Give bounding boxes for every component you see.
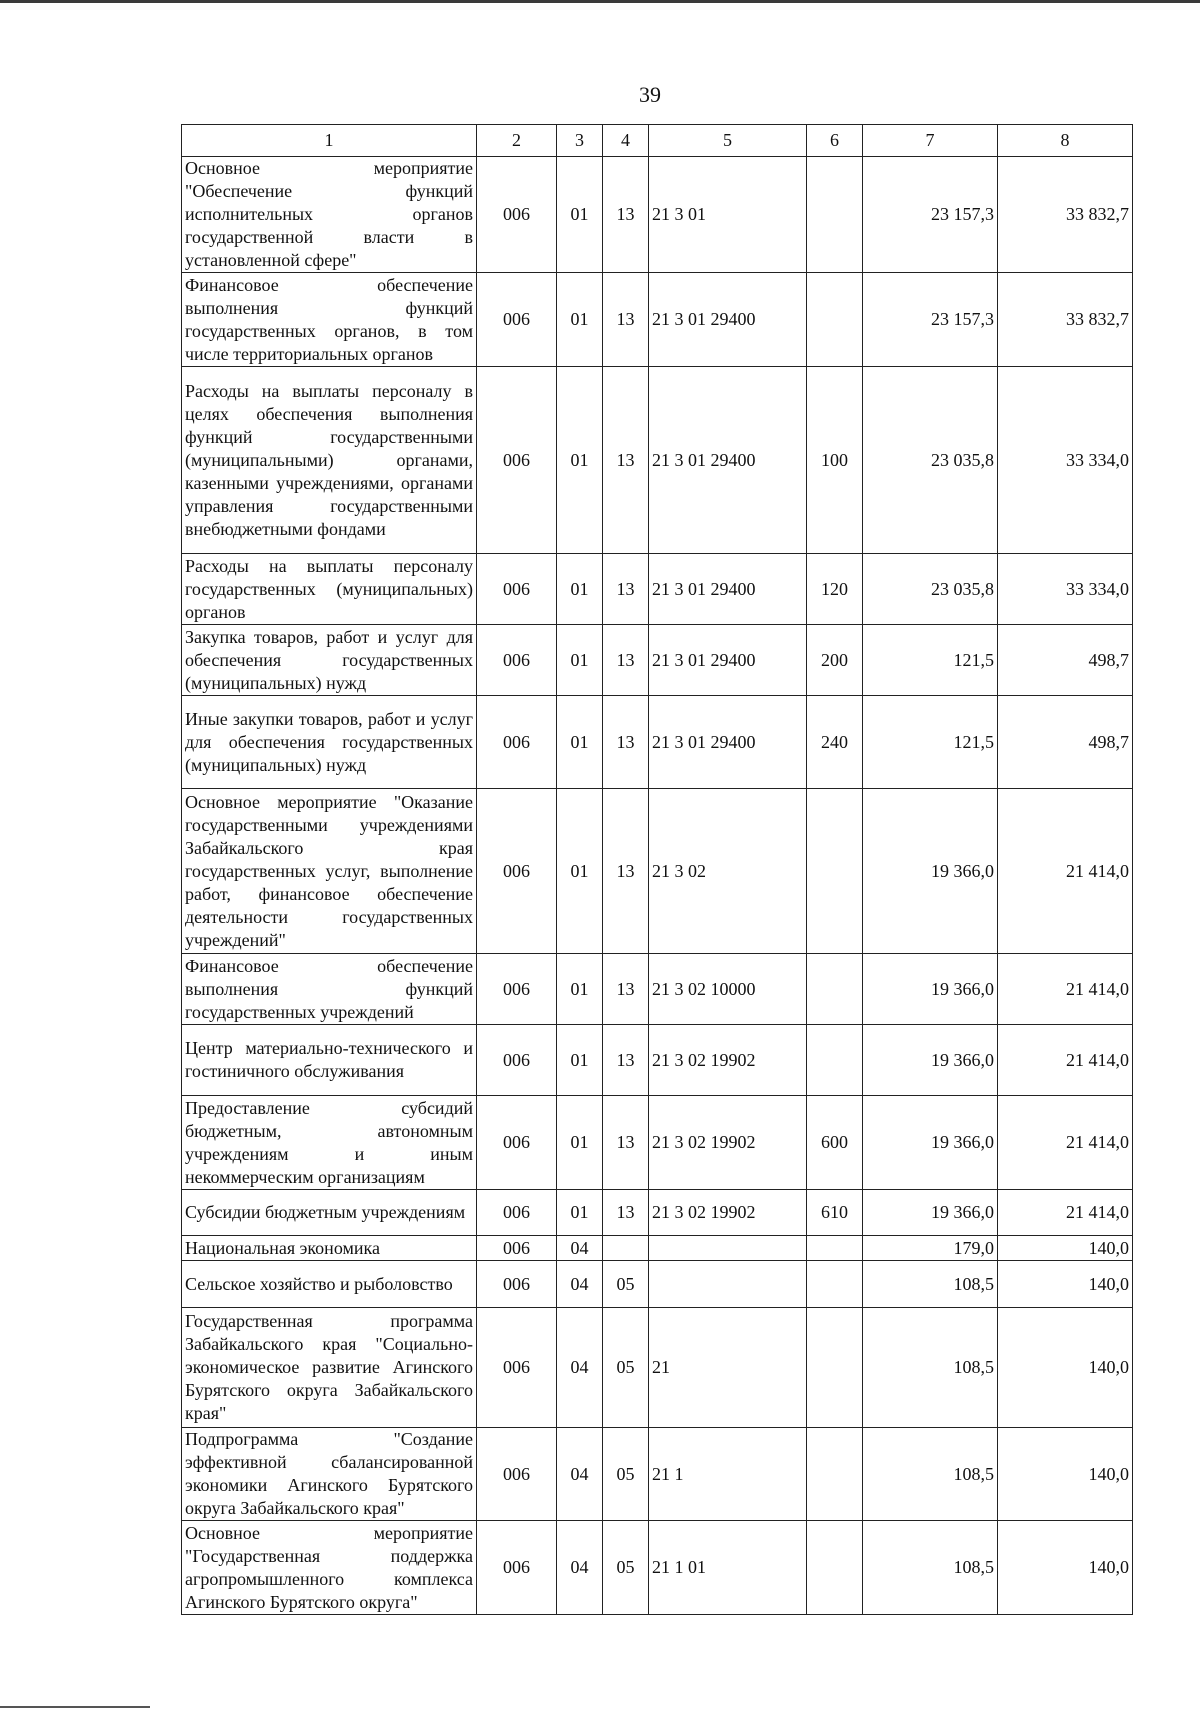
table-row [182, 1025, 1133, 1096]
ministry-code: 006 [477, 1261, 557, 1308]
table-row [182, 554, 1133, 625]
ministry-code: 006 [477, 1236, 557, 1261]
row-name: Основное мероприятие "Государственная поддержка агропромышленного комплекса Агинского Бурятского округа" [182, 1521, 477, 1615]
row-name: Национальная экономика [182, 1236, 477, 1261]
subsection-code: 13 [603, 367, 649, 554]
table-row [182, 1190, 1133, 1236]
top-rule [0, 0, 1200, 3]
row-name: Финансовое обеспечение выполнения функций государственных учреждений [182, 954, 477, 1025]
row-name: Центр материально-технического и гостиничного обслуживания [182, 1025, 477, 1096]
subsection-code: 13 [603, 954, 649, 1025]
expense-type-code [807, 1308, 863, 1428]
subsection-code: 13 [603, 696, 649, 789]
row-name: Государственная программа Забайкальского края "Социально-экономическое развитие Агинского Бурятского округа Забайкальского края" [182, 1308, 477, 1428]
table-row [182, 954, 1133, 1025]
table-row [182, 273, 1133, 367]
expense-type-code [807, 1521, 863, 1615]
subsection-code: 13 [603, 554, 649, 625]
amount-2: 140,0 [998, 1521, 1133, 1615]
ministry-code: 006 [477, 1521, 557, 1615]
table-row [182, 1261, 1133, 1308]
header-row [182, 125, 1133, 157]
amount-2: 140,0 [998, 1428, 1133, 1521]
table-row [182, 625, 1133, 696]
amount-2: 498,7 [998, 696, 1133, 789]
amount-1: 19 366,0 [863, 954, 998, 1025]
target-code: 21 3 01 29400 [649, 696, 807, 789]
table-row [182, 367, 1133, 554]
row-name: Расходы на выплаты персоналу в целях обеспечения выполнения функций государственными (муниципальными) органами, казенными учреждениями, органами управления государственными внебюджетными фондами [182, 367, 477, 554]
section-code: 01 [557, 1096, 603, 1190]
section-code: 04 [557, 1308, 603, 1428]
amount-1: 108,5 [863, 1521, 998, 1615]
row-name: Основное мероприятие "Обеспечение функций исполнительных органов государственной власти в установленной сфере" [182, 157, 477, 273]
ministry-code: 006 [477, 273, 557, 367]
section-code: 04 [557, 1236, 603, 1261]
amount-2: 33 334,0 [998, 554, 1133, 625]
subsection-code: 13 [603, 625, 649, 696]
amount-1: 23 035,8 [863, 554, 998, 625]
row-name: Расходы на выплаты персоналу государственных (муниципальных) органов [182, 554, 477, 625]
amount-1: 108,5 [863, 1308, 998, 1428]
amount-2: 140,0 [998, 1308, 1133, 1428]
ministry-code: 006 [477, 1428, 557, 1521]
expense-type-code [807, 157, 863, 273]
row-name: Подпрограмма "Создание эффективной сбалансированной экономики Агинского Бурятского округа Забайкальского края" [182, 1428, 477, 1521]
row-name: Предоставление субсидий бюджетным, автономным учреждениям и иным некоммерческим организациям [182, 1096, 477, 1190]
table-row [182, 696, 1133, 789]
expense-type-code: 240 [807, 696, 863, 789]
column-header: 8 [998, 125, 1133, 157]
row-name: Иные закупки товаров, работ и услуг для обеспечения государственных (муниципальных) нужд [182, 696, 477, 789]
amount-2: 21 414,0 [998, 789, 1133, 954]
section-code: 01 [557, 554, 603, 625]
expense-type-code [807, 1261, 863, 1308]
section-code: 01 [557, 1025, 603, 1096]
subsection-code: 13 [603, 789, 649, 954]
ministry-code: 006 [477, 789, 557, 954]
amount-2: 33 832,7 [998, 273, 1133, 367]
expense-type-code: 610 [807, 1190, 863, 1236]
amount-2: 33 334,0 [998, 367, 1133, 554]
ministry-code: 006 [477, 696, 557, 789]
amount-1: 19 366,0 [863, 789, 998, 954]
target-code: 21 3 02 [649, 789, 807, 954]
subsection-code: 13 [603, 1190, 649, 1236]
subsection-code: 13 [603, 1025, 649, 1096]
amount-2: 21 414,0 [998, 1096, 1133, 1190]
expense-type-code [807, 789, 863, 954]
target-code: 21 3 02 10000 [649, 954, 807, 1025]
amount-1: 23 157,3 [863, 273, 998, 367]
section-code: 01 [557, 273, 603, 367]
table-row [182, 1096, 1133, 1190]
amount-2: 140,0 [998, 1261, 1133, 1308]
page-number: 39 [639, 82, 661, 107]
subsection-code: 13 [603, 273, 649, 367]
row-name: Сельское хозяйство и рыболовство [182, 1261, 477, 1308]
expense-type-code: 120 [807, 554, 863, 625]
table-body [182, 157, 1133, 1615]
row-name: Финансовое обеспечение выполнения функций государственных органов, в том числе территориальных органов [182, 273, 477, 367]
amount-1: 19 366,0 [863, 1096, 998, 1190]
section-code: 01 [557, 625, 603, 696]
table-row [182, 1236, 1133, 1261]
section-code: 01 [557, 1190, 603, 1236]
row-name: Основное мероприятие "Оказание государственными учреждениями Забайкальского края государственных услуг, выполнение работ, финансовое обеспечение деятельности государственных учреждений" [182, 789, 477, 954]
amount-2: 21 414,0 [998, 1190, 1133, 1236]
ministry-code: 006 [477, 367, 557, 554]
subsection-code: 05 [603, 1428, 649, 1521]
amount-1: 23 157,3 [863, 157, 998, 273]
expense-type-code [807, 1025, 863, 1096]
expense-type-code: 600 [807, 1096, 863, 1190]
subsection-code: 05 [603, 1308, 649, 1428]
table-row [182, 1308, 1133, 1428]
amount-2: 33 832,7 [998, 157, 1133, 273]
row-name: Закупка товаров, работ и услуг для обеспечения государственных (муниципальных) нужд [182, 625, 477, 696]
table-row [182, 1521, 1133, 1615]
column-header: 7 [863, 125, 998, 157]
amount-1: 121,5 [863, 625, 998, 696]
column-header: 2 [477, 125, 557, 157]
expense-type-code [807, 273, 863, 367]
target-code: 21 3 01 29400 [649, 367, 807, 554]
expense-type-code: 100 [807, 367, 863, 554]
subsection-code: 05 [603, 1261, 649, 1308]
amount-2: 498,7 [998, 625, 1133, 696]
amount-1: 108,5 [863, 1261, 998, 1308]
amount-2: 21 414,0 [998, 1025, 1133, 1096]
ministry-code: 006 [477, 157, 557, 273]
target-code: 21 1 01 [649, 1521, 807, 1615]
ministry-code: 006 [477, 1025, 557, 1096]
column-header: 6 [807, 125, 863, 157]
target-code: 21 3 01 [649, 157, 807, 273]
subsection-code [603, 1236, 649, 1261]
target-code: 21 3 02 19902 [649, 1096, 807, 1190]
column-header: 5 [649, 125, 807, 157]
expense-type-code [807, 1428, 863, 1521]
amount-1: 121,5 [863, 696, 998, 789]
section-code: 04 [557, 1261, 603, 1308]
amount-2: 21 414,0 [998, 954, 1133, 1025]
section-code: 01 [557, 696, 603, 789]
target-code: 21 3 01 29400 [649, 554, 807, 625]
section-code: 04 [557, 1521, 603, 1615]
subsection-code: 13 [603, 1096, 649, 1190]
amount-1: 19 366,0 [863, 1025, 998, 1096]
section-code: 01 [557, 954, 603, 1025]
section-code: 04 [557, 1428, 603, 1521]
ministry-code: 006 [477, 1308, 557, 1428]
amount-2: 140,0 [998, 1236, 1133, 1261]
target-code [649, 1261, 807, 1308]
target-code: 21 1 [649, 1428, 807, 1521]
ministry-code: 006 [477, 954, 557, 1025]
ministry-code: 006 [477, 554, 557, 625]
amount-1: 179,0 [863, 1236, 998, 1261]
amount-1: 19 366,0 [863, 1190, 998, 1236]
amount-1: 23 035,8 [863, 367, 998, 554]
ministry-code: 006 [477, 1096, 557, 1190]
expense-type-code [807, 1236, 863, 1261]
section-code: 01 [557, 367, 603, 554]
section-code: 01 [557, 157, 603, 273]
expense-type-code: 200 [807, 625, 863, 696]
expense-type-code [807, 954, 863, 1025]
target-code: 21 3 01 29400 [649, 273, 807, 367]
ministry-code: 006 [477, 1190, 557, 1236]
row-name: Субсидии бюджетным учреждениям [182, 1190, 477, 1236]
table-row [182, 789, 1133, 954]
column-header: 1 [182, 125, 477, 157]
section-code: 01 [557, 789, 603, 954]
target-code: 21 3 01 29400 [649, 625, 807, 696]
subsection-code: 05 [603, 1521, 649, 1615]
target-code: 21 3 02 19902 [649, 1025, 807, 1096]
table-row [182, 157, 1133, 273]
table-row [182, 1428, 1133, 1521]
ministry-code: 006 [477, 625, 557, 696]
column-header: 3 [557, 125, 603, 157]
target-code: 21 3 02 19902 [649, 1190, 807, 1236]
target-code [649, 1236, 807, 1261]
subsection-code: 13 [603, 157, 649, 273]
amount-1: 108,5 [863, 1428, 998, 1521]
target-code: 21 [649, 1308, 807, 1428]
budget-table [181, 124, 1133, 1615]
bottom-rule [0, 1706, 150, 1708]
column-header: 4 [603, 125, 649, 157]
